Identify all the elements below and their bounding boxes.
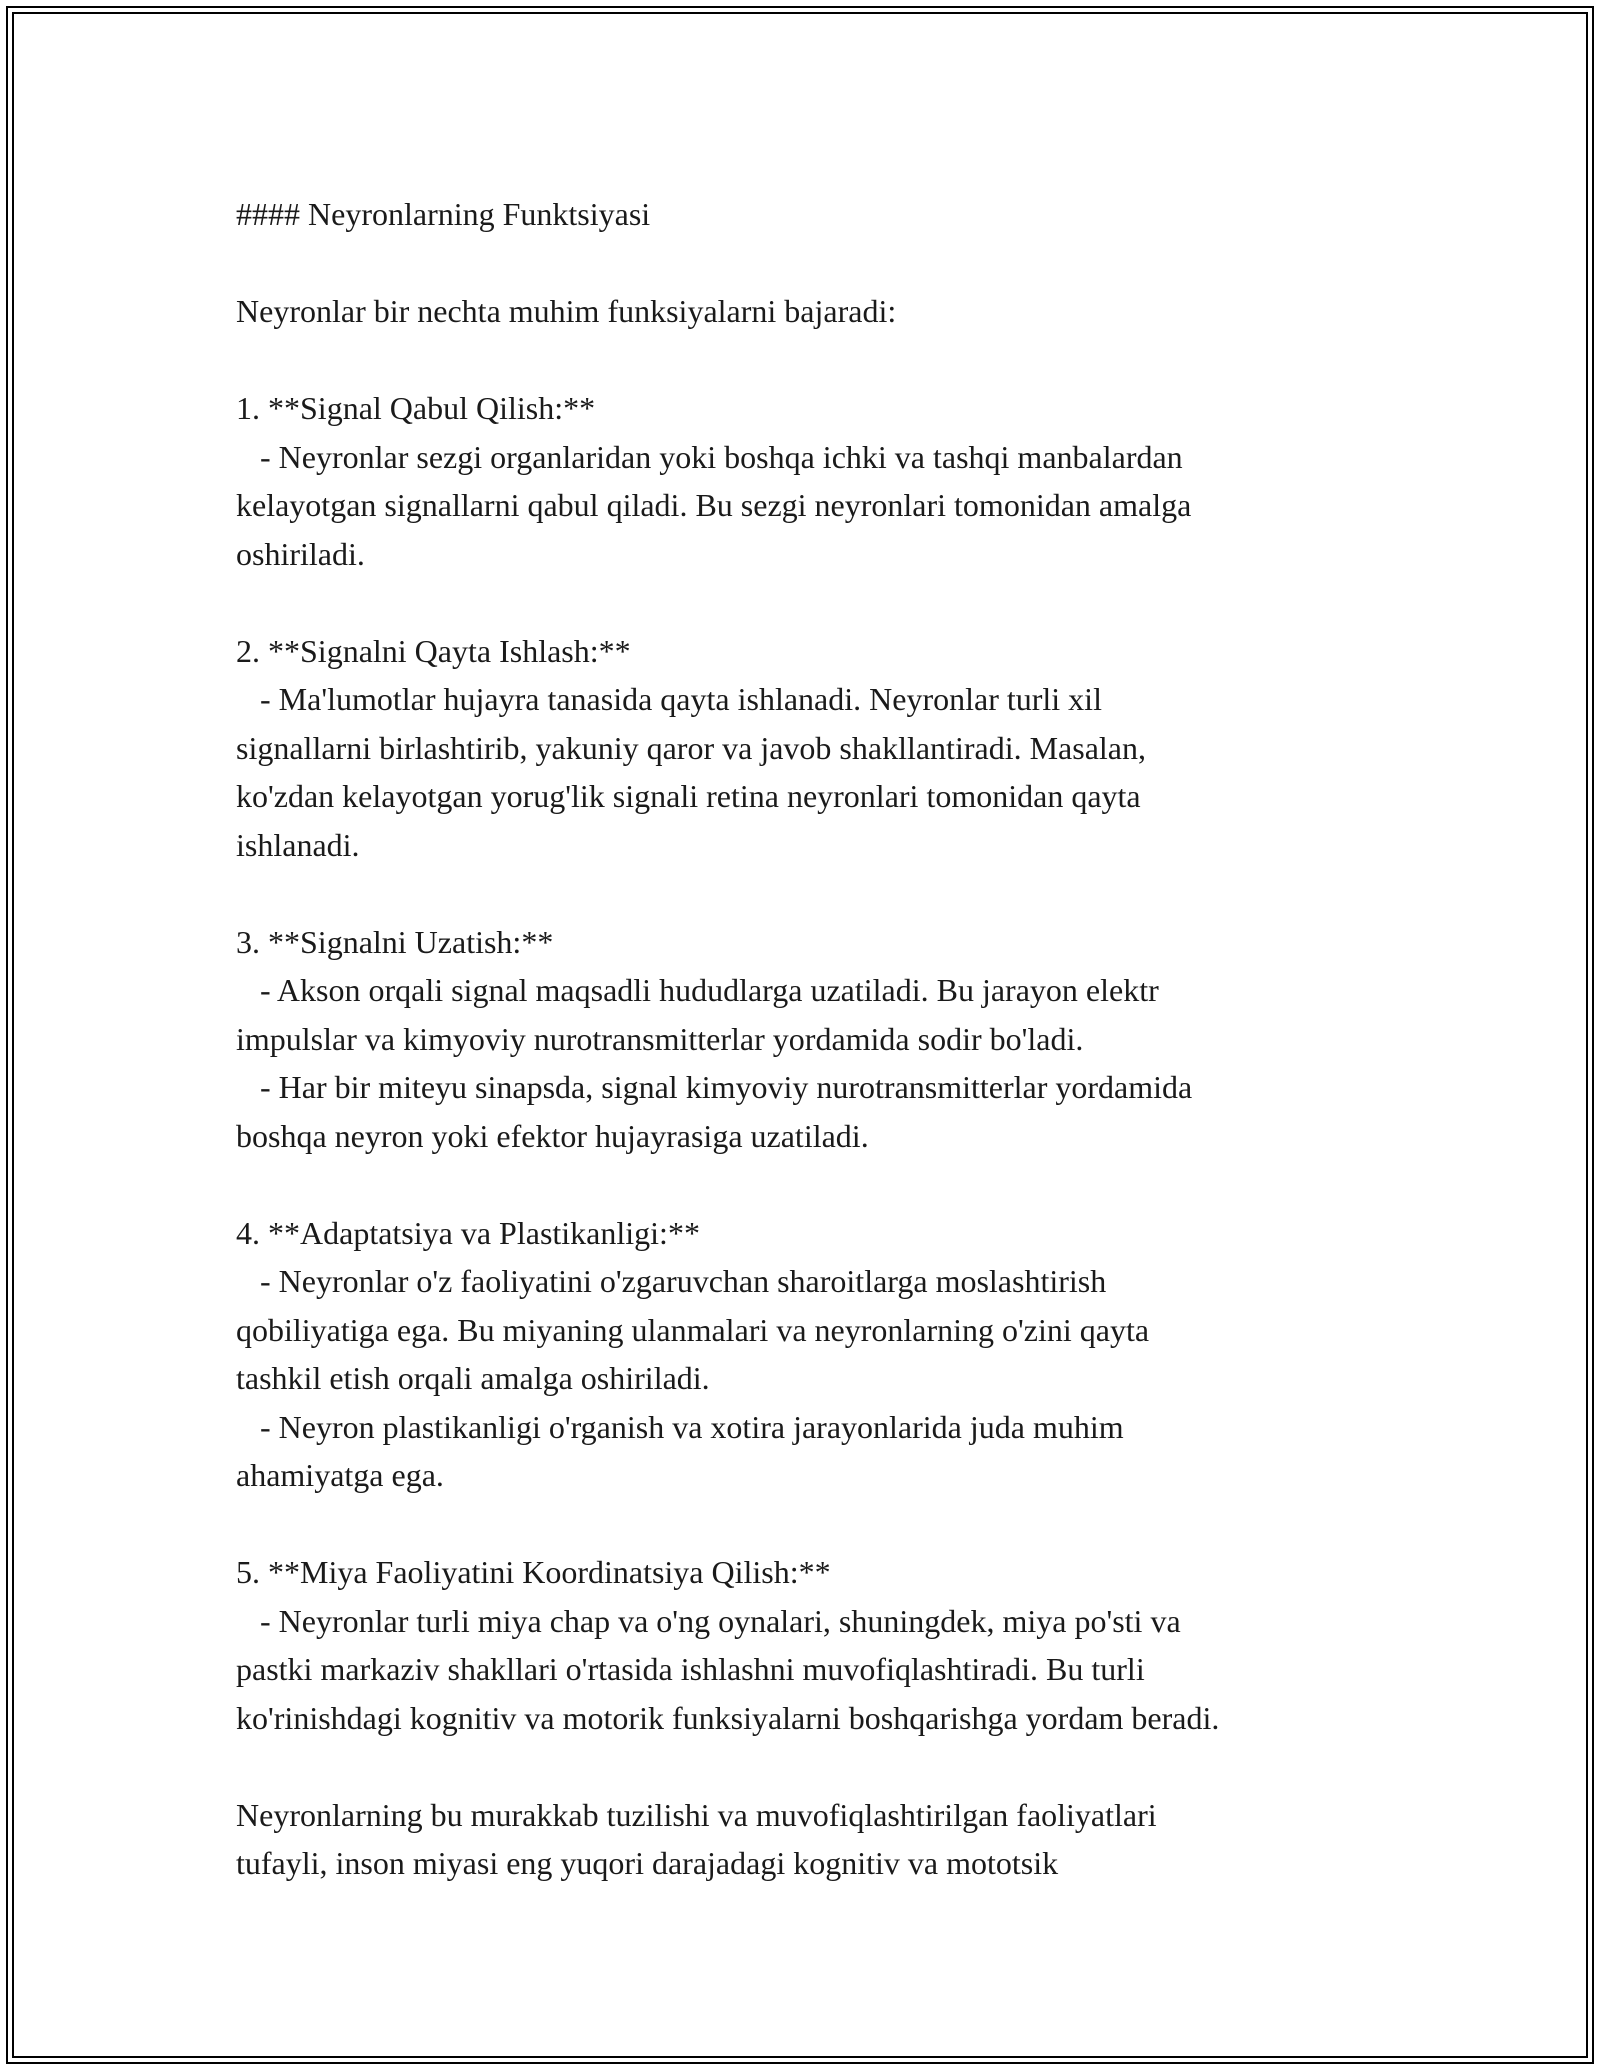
section-line: tashkil etish orqali amalga oshiriladi. [236,1360,710,1396]
section-line: - Neyronlar turli miya chap va o'ng oynalari, shuningdek, miya po'sti va [236,1602,1181,1639]
intro-paragraph: Neyronlar bir nechta muhim funksiyalarni bajaradi: [236,293,897,329]
section-line: pastki markaziv shakllari o'rtasida ishlashni muvofiqlashtiradi. Bu turli [236,1651,1145,1687]
section-signal-transmission [236,918,1416,1161]
section-line: ahamiyatga ega. [236,1457,444,1493]
section-line: ko'rinishdagi kognitiv va motorik funksiyalarni boshqarishga yordam beradi. [236,1699,1220,1736]
section-brain-coordination [236,1548,1416,1742]
section-line: ko'zdan kelayotgan yorug'lik signali retina neyronlari tomonidan qayta [236,778,1141,814]
section-line: boshqa neyron yoki efektor hujayrasiga uzatiladi. [236,1117,869,1154]
blank-line [236,1160,1416,1209]
section-line: - Neyronlar o'z faoliyatini o'zgaruvchan sharoitlarga moslashtirish [236,1263,1107,1299]
blank-line [236,336,1416,385]
section-signal-receiving [236,384,1416,578]
blank-line [236,239,1416,288]
section-line: impulslar va kimyoviy nurotransmitterlar yordamida sodir bo'ladi. [236,1020,1084,1057]
section-title: 2. **Signalni Qayta Ishlash:** [236,632,631,669]
section-line: - Akson orqali signal maqsadli hududlarga uzatiladi. Bu jarayon elektr [236,972,1159,1008]
section-title: 3. **Signalni Uzatish:** [236,923,554,960]
closing-line: tufayli, inson miyasi eng yuqori darajadagi kognitiv va mototsik [236,1845,1059,1881]
document-heading: #### Neyronlarning Funktsiyasi [236,196,651,232]
blank-line [236,869,1416,918]
section-adaptation-plasticity [236,1209,1416,1500]
blank-line [236,578,1416,627]
closing-line: Neyronlarning bu murakkab tuzilishi va muvofiqlashtirilgan faoliyatlari [236,1796,1157,1833]
section-title: 4. **Adaptatsiya va Plastikanligi:** [236,1214,700,1251]
section-title: 1. **Signal Qabul Qilish:** [236,390,596,426]
section-line: oshiriladi. [236,535,365,572]
section-line: - Har bir miteyu sinapsda, signal kimyoviy nurotransmitterlar yordamida [236,1069,1193,1105]
section-line: signallarni birlashtirib, yakuniy qaror va javob shakllantiradi. Masalan, [236,729,1146,766]
document-body [236,190,1416,1888]
section-line: kelayotgan signallarni qabul qiladi. Bu sezgi neyronlari tomonidan amalga [236,487,1192,523]
section-title: 5. **Miya Faoliyatini Koordinatsiya Qilish:** [236,1554,831,1590]
section-line: - Neyronlar sezgi organlaridan yoki boshqa ichki va tashqi manbalardan [236,438,1183,475]
section-line: - Ma'lumotlar hujayra tanasida qayta ishlanadi. Neyronlar turli xil [236,681,1102,717]
section-signal-processing [236,627,1416,870]
blank-line [236,1500,1416,1549]
closing-paragraph [236,1791,1416,1888]
section-line: ishlanadi. [236,826,360,863]
section-line: qobiliyatiga ega. Bu miyaning ulanmalari va neyronlarning o'zini qayta [236,1311,1150,1348]
section-line: - Neyron plastikanligi o'rganish va xotira jarayonlarida juda muhim [236,1408,1124,1445]
blank-line [236,1742,1416,1791]
